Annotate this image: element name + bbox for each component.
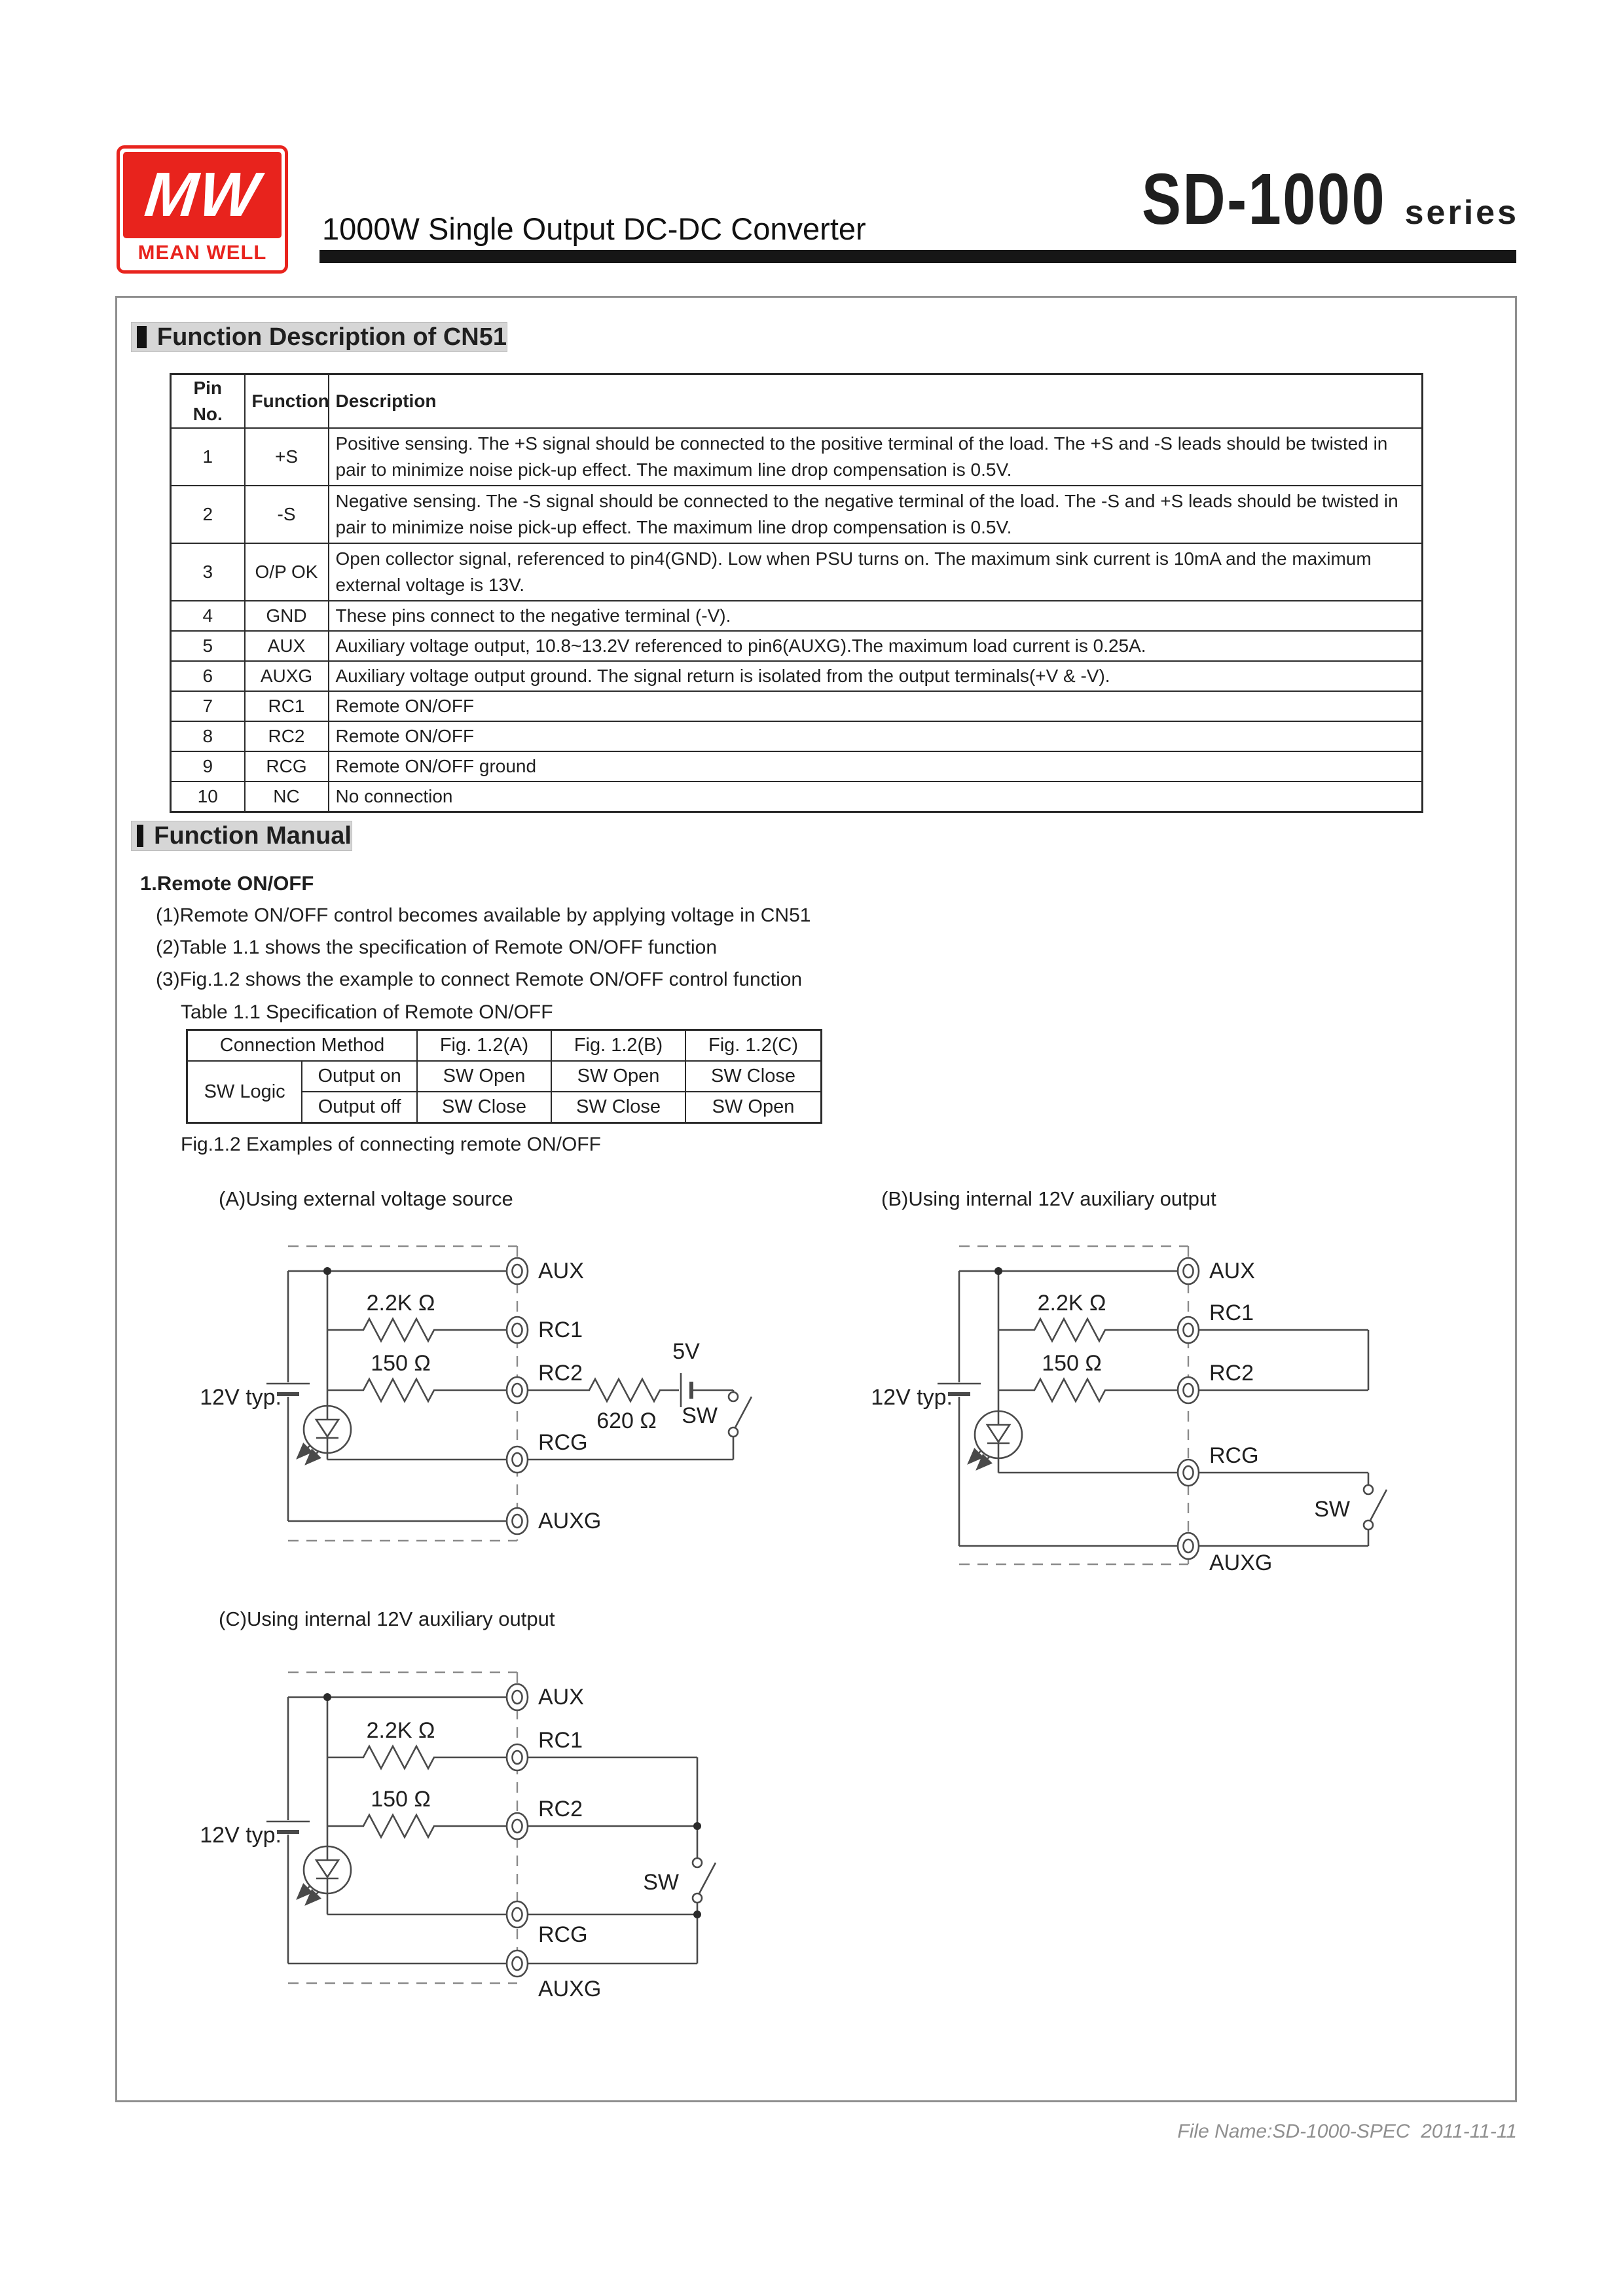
- table-row: [171, 661, 1423, 691]
- table-1-1-caption: Table 1.1 Specification of Remote ON/OFF: [181, 1001, 553, 1023]
- pin-no-cell: 9: [171, 751, 245, 781]
- junction-dot: [323, 1267, 331, 1275]
- pin-no-cell: 2: [171, 486, 245, 543]
- terminal-label-rcg: RCG: [538, 1430, 588, 1455]
- description-header: Description: [329, 374, 1423, 429]
- description-cell: Remote ON/OFF: [329, 691, 1423, 721]
- fig-c-header: Fig. 1.2(C): [685, 1030, 822, 1062]
- manual-item-2: (2)Table 1.1 shows the specification of Remote ON/OFF function: [156, 937, 718, 958]
- manual-item-1: (1)Remote ON/OFF control becomes available by applying voltage in CN51: [156, 905, 811, 926]
- table-row: [171, 543, 1423, 601]
- terminal-label-aux: AUX: [1209, 1259, 1255, 1283]
- resistor-150-symbol: [357, 1379, 445, 1401]
- mw-logo-text: MW: [141, 160, 263, 230]
- section-heading-function-manual-label: Function Manual: [154, 821, 352, 850]
- figure-b-caption: (B)Using internal 12V auxiliary output: [881, 1187, 1216, 1210]
- output-off-label: Output off: [302, 1092, 417, 1123]
- pin-no-cell: 1: [171, 428, 245, 486]
- manual-item-3: (3)Fig.1.2 shows the example to connect Remote ON/OFF control function: [156, 969, 803, 990]
- source-voltage-label: 12V typ.: [200, 1823, 282, 1848]
- function-cell: RCG: [245, 751, 329, 781]
- function-cell: RC2: [245, 721, 329, 751]
- function-cell: RC1: [245, 691, 329, 721]
- terminal-label-rc2: RC2: [538, 1797, 583, 1821]
- function-cell: GND: [245, 601, 329, 631]
- figure-a-diagram: [190, 1219, 805, 1552]
- pin-no-cell: 7: [171, 691, 245, 721]
- output-on-label: Output on: [302, 1061, 417, 1092]
- terminal-label-rcg: RCG: [1209, 1443, 1259, 1468]
- section-heading-function-manual: [131, 821, 352, 851]
- table-row: [171, 751, 1423, 781]
- switch-label: SW: [682, 1403, 718, 1428]
- switch-label: SW: [1314, 1497, 1350, 1522]
- section-bullet-icon: [137, 326, 147, 348]
- junction-dot: [693, 1822, 701, 1830]
- fig-1-2-caption: Fig.1.2 Examples of connecting remote ON/OFF: [181, 1134, 601, 1155]
- switch-symbol: [1364, 1485, 1387, 1530]
- description-cell: Remote ON/OFF: [329, 721, 1423, 751]
- junction-dot: [693, 1910, 701, 1918]
- switch-symbol: [729, 1392, 752, 1437]
- figure-c-diagram: [190, 1640, 805, 2006]
- resistor-2k2-symbol: [357, 1319, 445, 1341]
- section-bullet-icon: [137, 825, 143, 847]
- table-row: [171, 486, 1423, 543]
- terminal-label-rc1: RC1: [1209, 1300, 1254, 1325]
- figure-c-caption: (C)Using internal 12V auxiliary output: [219, 1607, 555, 1630]
- file-name-footer: File Name:SD-1000-SPEC 2011-11-11: [1177, 2121, 1517, 2142]
- section-heading-cn51: [131, 322, 507, 352]
- resistor-2k2-label: 2.2K Ω: [1037, 1291, 1106, 1316]
- resistor-2k2-symbol: [357, 1746, 445, 1768]
- pin-no-cell: 5: [171, 631, 245, 661]
- description-cell: Open collector signal, referenced to pin4(GND). Low when PSU turns on. The maximum sink current is 10mA and the maximum external voltage is 13V.: [329, 543, 1423, 601]
- resistor-150-label: 150 Ω: [371, 1351, 431, 1376]
- pin-no-cell: 6: [171, 661, 245, 691]
- resistor-2k2-label: 2.2K Ω: [366, 1718, 435, 1743]
- pin-no-cell: 4: [171, 601, 245, 631]
- figure-a-caption: (A)Using external voltage source: [219, 1187, 513, 1210]
- junction-dot: [994, 1267, 1002, 1275]
- battery-5v-symbol: [681, 1373, 691, 1407]
- output-on-fig-b: SW Open: [551, 1061, 685, 1092]
- source-voltage-label: 12V typ.: [200, 1385, 282, 1410]
- terminal-label-aux: AUX: [538, 1685, 584, 1710]
- meanwell-logo: [117, 145, 288, 274]
- terminal-label-rcg: RCG: [538, 1922, 588, 1947]
- model-name: SD-1000: [1142, 159, 1387, 240]
- model-block: [1087, 159, 1519, 240]
- terminal-label-rc2: RC2: [1209, 1361, 1254, 1386]
- table-row: [171, 781, 1423, 812]
- document-title: 1000W Single Output DC-DC Converter: [322, 211, 866, 246]
- terminal-label-rc2: RC2: [538, 1361, 583, 1386]
- description-cell: Auxiliary voltage output, 10.8~13.2V referenced to pin6(AUXG).The maximum load current is 0.25A.: [329, 631, 1423, 661]
- description-cell: Auxiliary voltage output ground. The signal return is isolated from the output terminals(+V & -V).: [329, 661, 1423, 691]
- figure-b-diagram: [851, 1219, 1467, 1572]
- cn51-pin-table: [170, 373, 1423, 813]
- resistor-150-symbol: [1028, 1379, 1116, 1401]
- led-symbol: [297, 1846, 351, 1905]
- terminal-label-aux: AUX: [538, 1259, 584, 1283]
- led-symbol: [297, 1406, 351, 1464]
- meanwell-brand-text: MEAN WELL: [137, 241, 267, 264]
- description-cell: Negative sensing. The -S signal should be connected to the negative terminal of the load. The -S and +S leads should be twisted in pair to minimize noise pick-up effect. The maximum line drop compensation is 0.5V.: [329, 486, 1423, 543]
- remote-onoff-spec-table: [186, 1029, 822, 1124]
- function-cell: NC: [245, 781, 329, 812]
- fig-b-header: Fig. 1.2(B): [551, 1030, 685, 1062]
- pin-no-cell: 10: [171, 781, 245, 812]
- table-row: [171, 631, 1423, 661]
- resistor-150-label: 150 Ω: [1042, 1351, 1102, 1376]
- table-row: [171, 601, 1423, 631]
- table-row: [171, 721, 1423, 751]
- pin-no-header: Pin No.: [171, 374, 245, 429]
- ext-voltage-label: 5V: [672, 1339, 700, 1364]
- resistor-2k2-symbol: [1028, 1319, 1116, 1341]
- wires: [288, 1697, 697, 1964]
- wires: [959, 1271, 1368, 1546]
- section-heading-cn51-label: Function Description of CN51: [156, 323, 507, 351]
- resistor-2k2-label: 2.2K Ω: [366, 1291, 435, 1316]
- resistor-620-symbol: [583, 1379, 670, 1401]
- table-row: [171, 691, 1423, 721]
- terminal-label-rc1: RC1: [538, 1728, 583, 1753]
- mw-logo-mark: [123, 152, 282, 238]
- pin-no-cell: 8: [171, 721, 245, 751]
- output-off-fig-a: SW Close: [417, 1092, 551, 1123]
- spec-header-row: [187, 1030, 822, 1062]
- switch-label: SW: [643, 1870, 679, 1895]
- fig-a-header: Fig. 1.2(A): [417, 1030, 551, 1062]
- remote-onoff-items: [156, 899, 811, 996]
- table-row: [171, 428, 1423, 486]
- switch-symbol: [693, 1858, 716, 1903]
- output-on-fig-c: SW Close: [685, 1061, 822, 1092]
- description-cell: No connection: [329, 781, 1423, 812]
- spec-row-output-on: [187, 1061, 822, 1092]
- function-header: Function: [245, 374, 329, 429]
- sw-logic-cell: SW Logic: [187, 1061, 302, 1123]
- terminal-label-auxg: AUXG: [538, 1977, 602, 2001]
- header-rule: [319, 250, 1516, 263]
- resistor-150-symbol: [357, 1815, 445, 1837]
- source-voltage-label: 12V typ.: [871, 1385, 953, 1410]
- function-cell: AUX: [245, 631, 329, 661]
- resistor-620-label: 620 Ω: [596, 1408, 657, 1433]
- description-cell: Positive sensing. The +S signal should be connected to the positive terminal of the load. The +S and -S leads should be twisted in pair to minimize noise pick-up effect. The maximum line drop compensation is 0.5V.: [329, 428, 1423, 486]
- junction-dot: [323, 1693, 331, 1701]
- function-cell: AUXG: [245, 661, 329, 691]
- output-off-fig-b: SW Close: [551, 1092, 685, 1123]
- description-cell: Remote ON/OFF ground: [329, 751, 1423, 781]
- pin-no-cell: 3: [171, 543, 245, 601]
- terminal-label-auxg: AUXG: [1209, 1551, 1273, 1572]
- resistor-150-label: 150 Ω: [371, 1787, 431, 1812]
- output-off-fig-c: SW Open: [685, 1092, 822, 1123]
- terminal-label-auxg: AUXG: [538, 1509, 602, 1534]
- function-cell: O/P OK: [245, 543, 329, 601]
- pin-table-header-row: [171, 374, 1423, 429]
- function-cell: -S: [245, 486, 329, 543]
- function-cell: +S: [245, 428, 329, 486]
- connection-method-header: Connection Method: [187, 1030, 418, 1062]
- output-on-fig-a: SW Open: [417, 1061, 551, 1092]
- remote-onoff-title: 1.Remote ON/OFF: [140, 872, 314, 895]
- led-symbol: [968, 1411, 1022, 1469]
- model-series-label: series: [1404, 194, 1519, 232]
- terminal-label-rc1: RC1: [538, 1318, 583, 1342]
- description-cell: These pins connect to the negative terminal (-V).: [329, 601, 1423, 631]
